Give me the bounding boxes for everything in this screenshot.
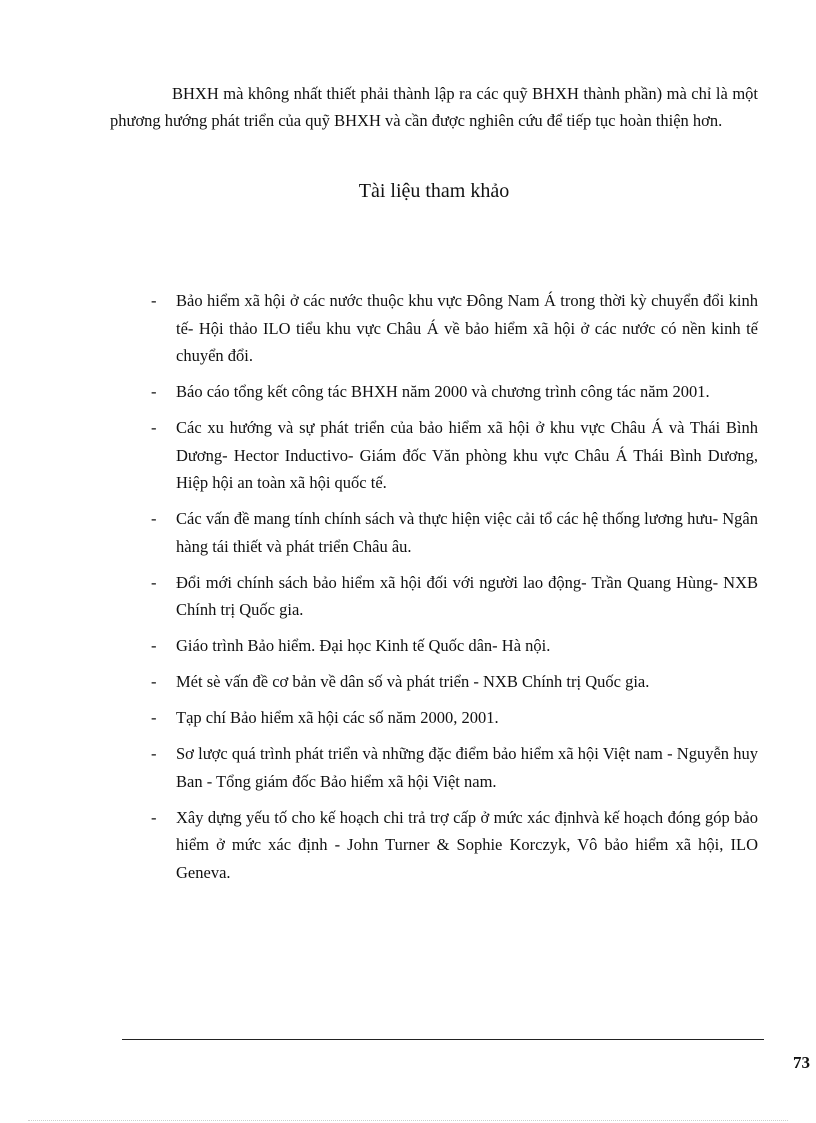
bullet-dash: - [151,672,157,691]
references-heading: Tài liệu tham khảo [358,180,510,202]
bullet-dash: - [151,291,157,310]
footer-rule [122,1039,764,1040]
reference-text: Sơ lược quá trình phát triển và những đặc điểm bảo hiểm xã hội Việt nam - Nguyễn huy Ban - Tổng giám đốc Bảo hiểm xã hội Việt nam. [176,744,758,791]
reference-item [148,505,758,560]
reference-text: Xây dựng yếu tố cho kế hoạch chi trả trợ cấp ở mức xác địnhvà kế hoạch đóng góp bảo hiểm ở mức xác định - John Turner & Sophie Korczyk, Vô bảo hiểm xã hội, ILO Geneva. [176,807,758,882]
reference-item [148,632,758,660]
page-edge-dotted-line [28,1120,788,1121]
bullet-dash: - [151,708,157,727]
reference-item [148,740,758,795]
bullet-dash: - [151,382,157,401]
reference-item [148,414,758,497]
bullet-dash: - [151,509,157,528]
reference-item [148,378,758,406]
reference-list [148,287,758,895]
reference-item [148,569,758,624]
bullet-dash: - [151,418,157,437]
reference-text: Bảo hiểm xã hội ở các nước thuộc khu vực Đông Nam Á trong thời kỳ chuyển đổi kinh tế- Hội thảo ILO tiểu khu vực Châu Á về bảo hiểm xã hội ở các nước có nền kinh tế chuyển đổi. [176,291,758,365]
reference-item [148,287,758,370]
reference-text: Tạp chí Bảo hiểm xã hội các số năm 2000, 2001. [176,708,499,727]
reference-item [148,668,758,696]
reference-text: Mét sè vấn đề cơ bản về dân số và phát triển - NXB Chính trị Quốc gia. [176,672,650,691]
intro-paragraph: BHXH mà không nhất thiết phải thành lập ra các quỹ BHXH thành phần) mà chỉ là một phương hướng phát triển của quỹ BHXH và cần được nghiên cứu để tiếp tục hoàn thiện hơn. [110,84,758,130]
reference-item [148,704,758,732]
bullet-dash: - [151,807,157,827]
bullet-dash: - [151,744,157,763]
reference-text: Đổi mới chính sách bảo hiểm xã hội đối với người lao động- Trần Quang Hùng- NXB Chính trị Quốc gia. [176,572,758,619]
reference-item [148,804,758,887]
reference-text: Giáo trình Bảo hiểm. Đại học Kinh tế Quốc dân- Hà nội. [176,636,551,655]
reference-text: Các vấn đề mang tính chính sách và thực hiện việc cải tổ các hệ thống lương hưu- Ngân hàng tái thiết và phát triển Châu âu. [176,509,758,556]
reference-text: Các xu hướng và sự phát triển của bảo hiểm xã hội ở khu vực Châu Á và Thái Bình Dương- Hector Inductivo- Giám đốc Văn phòng khu vực Châu Á Thái Bình Dương, Hiệp hội an toàn xã hội quốc tế. [176,418,758,492]
reference-text: Báo cáo tổng kết công tác BHXH năm 2000 và chương trình công tác năm 2001. [176,382,710,401]
bullet-dash: - [151,636,157,655]
bullet-dash: - [151,572,157,592]
page-number: 73 [793,1053,810,1072]
